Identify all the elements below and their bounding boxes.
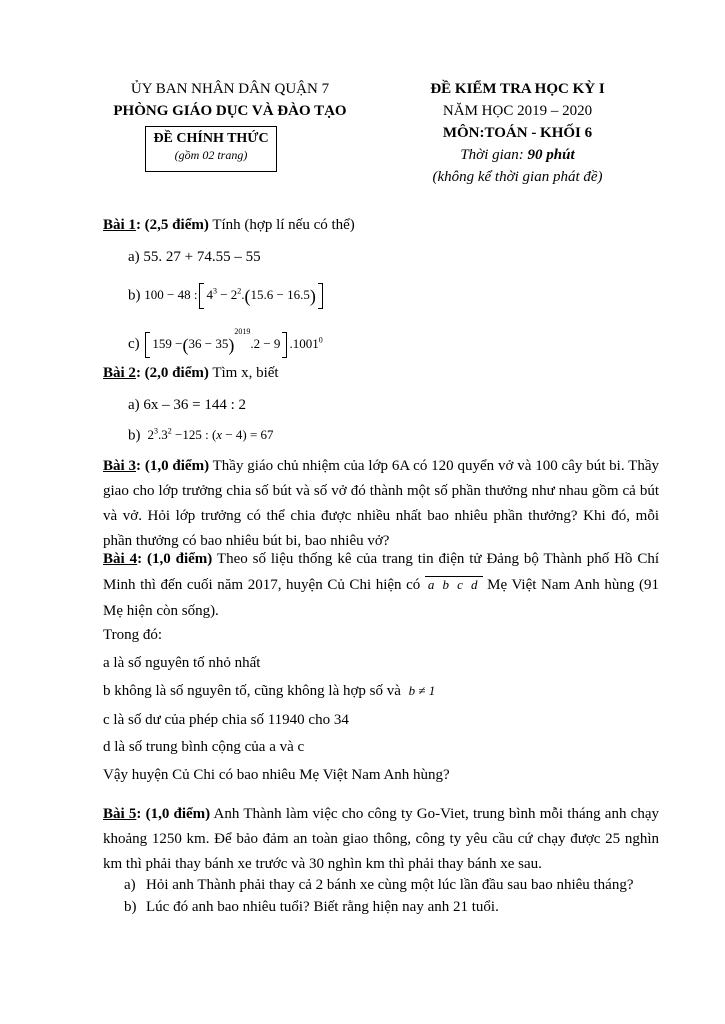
bai2-b: b) $2^3.3^2 -125$ : (x − 4) = 67: [128, 427, 274, 444]
left-paren: (: [182, 335, 189, 356]
bai2-a: a) 6x – 36 = 144 : 2: [128, 397, 247, 413]
bai4-condition-c: c là số dư của phép chia số 11940 cho 34: [103, 712, 349, 728]
bai1-b-expression: 100 − 48 : $4^3 - 2^2.(15.6 - 16.5)$: [144, 287, 325, 302]
left-bracket: [199, 283, 204, 309]
bai4-condition-a: a là số nguyên tố nhỏ nhất: [103, 655, 261, 671]
page-count-note: (gồm 02 trang): [174, 148, 248, 162]
official-exam-title: ĐỀ CHÍNH THỨC: [153, 131, 269, 146]
right-paren: ): [228, 335, 235, 356]
subject-grade: MÔN:TOÁN - KHỐI 6: [442, 125, 593, 141]
bai4-question: Vậy huyện Củ Chi có bao nhiêu Mẹ Việt Nam Anh hùng?: [103, 767, 450, 783]
bai1-b: b) 100 − 48 : $4^3 - 2^2.(15.6 - 16.5)$: [128, 278, 325, 310]
bai1-heading: Bài 1: (2,5 điểm) Tính (hợp lí nếu có thể): [103, 217, 355, 233]
exam-time-note: (không kể thời gian phát đề): [432, 169, 603, 185]
school-year: NĂM HỌC 2019 – 2020: [442, 103, 593, 119]
official-exam-box: [145, 126, 277, 172]
district-committee: ỦY BAN NHÂN DÂN QUẬN 7: [130, 81, 330, 97]
bai1-c: c) $159 -(36 - 35)^{2019}.2 - 9$ .1001$^0$: [128, 318, 323, 359]
bai5-a: a) Hỏi anh Thành phải thay cả 2 bánh xe cùng một lúc lần đầu sau bao nhiêu tháng?: [124, 877, 634, 893]
exam-title: ĐỀ KIỂM TRA HỌC KỲ I: [430, 81, 605, 97]
right-bracket: [318, 283, 323, 309]
exam-time: Thời gian: 90 phút: [460, 147, 575, 163]
left-paren: (: [244, 286, 251, 307]
bai3-paragraph: Bài 3: (1,0 điểm) Thầy giáo chủ nhiệm của lớp 6A có 120 quyển vở và 100 cây bút bi. Thầy giao cho lớp trưởng chia số bút và số vở đó thành một số phần thưởng như nhau gồm cả bút và vở. Hỏi lớp trưởng có thể chia được nhiều nhất bao nhiêu phần thưởng? Khi đó, mỗi phần thưởng có bao nhiêu bút bi, bao nhiêu vở?: [103, 458, 659, 549]
bai1-a: a) 55. 27 + 74.55 – 55: [128, 249, 261, 265]
bai4-paragraph: Bài 4: (1,0 điểm) Theo số liệu thống kê của trang tin điện tử Đảng bộ Thành phố Hồ Chí Minh thì đến cuối năm 2017, huyện Củ Chi hiện có a b c d Mẹ Việt Nam Anh hùng (91 Mẹ hiện còn sống).: [103, 551, 659, 619]
bai5-b: b) Lúc đó anh bao nhiêu tuổi? Biết rằng hiện nay anh 21 tuổi.: [124, 899, 499, 915]
bai4-trong-do: Trong đó:: [103, 627, 163, 643]
education-department: PHÒNG GIÁO DỤC VÀ ĐÀO TẠO: [113, 103, 347, 119]
header-right: [405, 78, 630, 188]
left-bracket: [145, 332, 150, 358]
bai1-c-expression: $159 -(36 - 35)^{2019}.2 - 9$ .1001$^0$: [143, 336, 322, 351]
header-left: [95, 78, 365, 122]
bai2-heading: Bài 2: (2,0 điểm) Tìm x, biết: [103, 365, 279, 381]
right-bracket: [282, 332, 287, 358]
bai5-paragraph: Bài 5: (1,0 điểm) Anh Thành làm việc cho công ty Go-Viet, trung bình mỗi tháng anh chạy khoảng 1250 km. Để bảo đảm an toàn giao thông, công ty yêu cầu cứ chạy được 25 nghìn km thì phải thay bánh xe trước và 30 nghìn km thì phải thay bánh xe sau.: [103, 806, 659, 872]
right-paren: ): [309, 286, 316, 307]
bai4-condition-d: d là số trung bình cộng của a và c: [103, 739, 305, 755]
bai2-b-expression: $2^3.3^2 -125$ : (x − 4) = 67: [147, 427, 274, 443]
bai4-condition-b: b không là số nguyên tố, cũng không là hợp số và b ≠ 1: [103, 683, 436, 699]
abcd-number: a b c d: [425, 576, 483, 592]
